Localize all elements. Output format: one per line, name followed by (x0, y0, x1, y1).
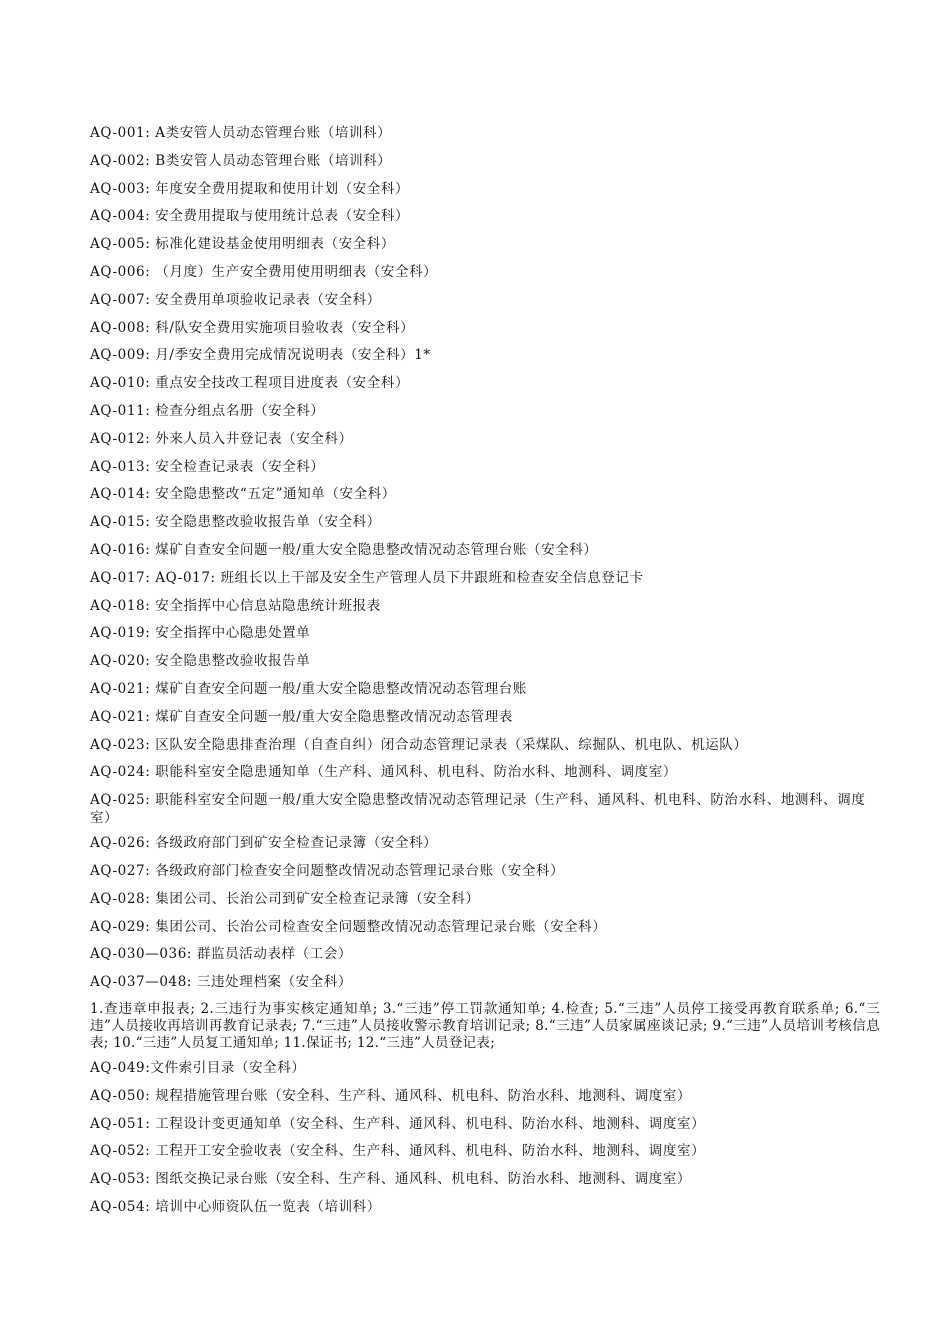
list-item: AQ-023: 区队安全隐患排查治理（自查自纠）闭合动态管理记录表（采煤队、综掘队、机电队、机运队） (90, 736, 748, 753)
list-item: AQ-006: （月度）生产安全费用使用明细表（安全科） (90, 263, 438, 280)
list-item: AQ-013: 安全检查记录表（安全科） (90, 458, 325, 475)
list-item: AQ-028: 集团公司、长治公司到矿安全检查记录簿（安全科） (90, 890, 480, 907)
list-item: AQ-019: 安全指挥中心隐患处置单 (90, 625, 311, 642)
list-item: AQ-024: 职能科室安全隐患通知单（生产科、通风科、机电科、防治水科、地测科、调度室） (90, 764, 677, 781)
list-item: AQ-021: 煤矿自查安全问题一般/重大安全隐患整改情况动态管理台账 (90, 680, 528, 697)
list-item: AQ-011: 检查分组点名册（安全科） (90, 402, 325, 419)
document-list (90, 124, 880, 1226)
list-item: AQ-007: 安全费用单项验收记录表（安全科） (90, 291, 381, 308)
list-item: AQ-018: 安全指挥中心信息站隐患统计班报表 (90, 597, 381, 614)
list-item: AQ-026: 各级政府部门到矿安全检查记录簿（安全科） (90, 835, 438, 852)
list-item: AQ-020: 安全隐患整改验收报告单 (90, 653, 311, 670)
list-item: AQ-003: 年度安全费用提取和使用计划（安全科） (90, 180, 410, 197)
list-item: AQ-010: 重点安全技改工程项目进度表（安全科） (90, 375, 410, 392)
list-item: AQ-051: 工程设计变更通知单（安全科、生产科、通风科、机电科、防治水科、地测科、调度室） (90, 1115, 706, 1132)
list-item: AQ-030—036: 群监员活动表样（工会） (90, 946, 353, 963)
list-item: AQ-015: 安全隐患整改验收报告单（安全科） (90, 514, 381, 531)
violation-archive-paragraph: 1.查违章申报表; 2.三违行为事实核定通知单; 3.“三违”停工罚款通知单; 4.检查; 5.“三违”人员停工接受再教育联系单; 6.“三违”人员接收再培训再教育记录表; 7.“三违”人员接收警示教育培训记录; 8.“三违”人员家属座谈记录; 9.“三违”人员培训考核信息表; 10.“三违”人员复工通知单; 11.保证书; 12.“三违”人员登记表; (90, 1000, 880, 1051)
list-item: AQ-005: 标准化建设基金使用明细表（安全科） (90, 236, 395, 253)
list-item: AQ-012: 外来人员入井登记表（安全科） (90, 430, 353, 447)
list-item: AQ-021: 煤矿自查安全问题一般/重大安全隐患整改情况动态管理表 (90, 708, 513, 725)
list-item: AQ-049:文件索引目录（安全科） (90, 1059, 306, 1076)
list-item: AQ-001: A类安管人员动态管理台账（培训科） (90, 125, 392, 141)
list-item: AQ-052: 工程开工安全验收表（安全科、生产科、通风科、机电科、防治水科、地测科、调度室） (90, 1143, 706, 1160)
list-item: AQ-029: 集团公司、长治公司检查安全问题整改情况动态管理记录台账（安全科） (90, 918, 607, 935)
list-item: AQ-009: 月/季安全费用完成情况说明表（安全科）1* (90, 347, 431, 364)
list-item: AQ-016: 煤矿自查安全问题一般/重大安全隐患整改情况动态管理台账（安全科） (90, 541, 598, 558)
list-item: AQ-053: 图纸交换记录台账（安全科、生产科、通风科、机电科、防治水科、地测科、调度室） (90, 1171, 692, 1188)
list-item: AQ-017: AQ-017: 班组长以上干部及安全生产管理人员下井跟班和检查安全信息登记卡 (90, 569, 644, 586)
list-item: AQ-008: 科/队安全费用实施项目验收表（安全科） (90, 319, 415, 336)
list-item: AQ-002: B类安管人员动态管理台账（培训科） (90, 152, 392, 169)
list-item: AQ-014: 安全隐患整改“五定”通知单（安全科） (90, 486, 396, 503)
list-item: AQ-025: 职能科室安全问题一般/重大安全隐患整改情况动态管理记录（生产科、通风科、机电科、防治水科、地测科、调度室） (90, 792, 866, 827)
list-item: AQ-027: 各级政府部门检查安全问题整改情况动态管理记录台账（安全科） (90, 862, 565, 879)
list-item: AQ-037—048: 三违处理档案（安全科） (90, 974, 353, 991)
list-item: AQ-004: 安全费用提取与使用统计总表（安全科） (90, 208, 410, 225)
list-item: AQ-050: 规程措施管理台账（安全科、生产科、通风科、机电科、防治水科、地测科、调度室） (90, 1087, 692, 1104)
list-item: AQ-054: 培训中心师资队伍一览表（培训科） (90, 1198, 381, 1215)
